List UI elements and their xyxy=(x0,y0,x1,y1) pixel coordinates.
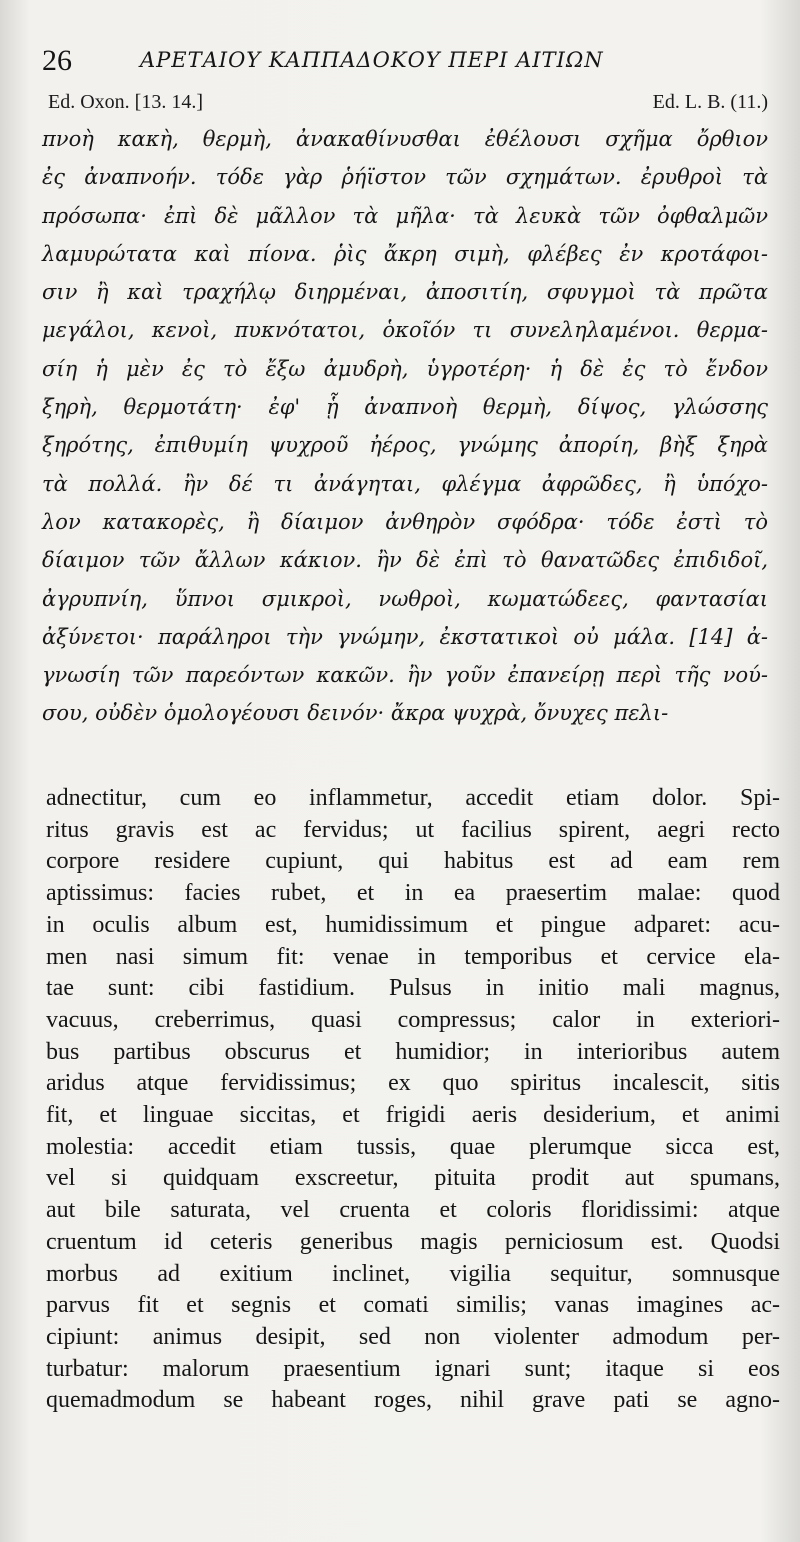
greek-line: ξηρότης, ἐπιθυμίη ψυχροῦ ἠέρος, γνώμης ἀπορίη, βὴξ ξηρὰ xyxy=(42,433,768,458)
greek-text-block xyxy=(42,120,768,733)
latin-line: turbatur: malorum praesentium ignari sunt; itaque si eos xyxy=(46,1355,780,1382)
latin-line: tae sunt: cibi fastidium. Pulsus in initio mali magnus, xyxy=(46,975,780,1002)
edition-reference-line xyxy=(48,88,768,120)
latin-line: vacuus, creberrimus, quasi compressus; calor in exteriori- xyxy=(46,1006,780,1033)
greek-line: τὰ πολλά. ἢν δέ τι ἀνάγηται, φλέγμα ἀφρῶδες, ἢ ὑπόχο- xyxy=(42,471,768,496)
latin-line: corpore residere cupiunt, qui habitus est ad eam rem xyxy=(46,848,780,875)
latin-line: cipiunt: animus desipit, sed non violenter admodum per- xyxy=(46,1323,780,1350)
greek-line: ἀγρυπνίη, ὕπνοι σμικροὶ, νωθροὶ, κωματώδεες, φαντασίαι xyxy=(42,586,768,611)
latin-text-block xyxy=(46,783,780,1417)
page-number: 26 xyxy=(42,44,72,77)
latin-line: molestia: accedit etiam tussis, quae plerumque sicca est, xyxy=(46,1133,780,1160)
greek-line: λαμυρώτατα καὶ πίονα. ῥὶς ἄκρη σιμὴ, φλέβες ἐν κροτάφοι- xyxy=(42,241,768,266)
greek-line: πρόσωπα· ἐπὶ δὲ μᾶλλον τὰ μῆλα· τὰ λευκὰ τῶν ὀφθαλμῶν xyxy=(42,203,768,228)
greek-line: λον κατακορὲς, ἢ δίαιμον ἀνθηρὸν σφόδρα· τόδε ἐστὶ τὸ xyxy=(42,509,768,534)
show-through-text xyxy=(48,728,768,758)
greek-line: μεγάλοι, κενοὶ, πυκνότατοι, ὁκοῖόν τι συνεληλαμένοι. θερμα- xyxy=(42,318,768,343)
latin-line: aptissimus: facies rubet, et in ea praesertim malae: quod xyxy=(46,880,780,907)
latin-line: aridus atque fervidissimus; ex quo spiritus incalescit, sitis xyxy=(46,1070,780,1097)
page-header xyxy=(42,42,762,84)
running-head: ΑΡΕΤΑΙΟΥ ΚΑΠΠΑΔΟΚΟΥ ΠΕΡΙ ΑΙΤΙΩΝ xyxy=(140,48,604,72)
latin-line: fit, et linguae siccitas, et frigidi aeris desiderium, et animi xyxy=(46,1102,780,1129)
greek-line: δίαιμον τῶν ἄλλων κάκιον. ἢν δὲ ἐπὶ τὸ θανατῶδες ἐπιδιδοῖ, xyxy=(42,548,768,573)
greek-line: ἐς ἀναπνοήν. τόδε γὰρ ῥήϊστον τῶν σχημάτων. ἐρυθροὶ τὰ xyxy=(42,165,768,190)
latin-line: in oculis album est, humidissimum et pingue adparet: acu- xyxy=(46,911,780,938)
greek-line: σίη ἡ μὲν ἐς τὸ ἔξω ἀμυδρὴ, ὑγροτέρη· ἡ δὲ ἐς τὸ ἔνδον xyxy=(42,356,768,381)
greek-line: ἀξύνετοι· παράληροι τὴν γνώμην, ἐκστατικοὶ οὐ μάλα. [14] ἀ- xyxy=(42,624,768,649)
latin-line: parvus fit et segnis et comati similis; vanas imagines ac- xyxy=(46,1292,780,1319)
latin-line: quemadmodum se habeant roges, nihil grave pati se agno- xyxy=(46,1387,780,1414)
edition-reference-right: Ed. L. B. (11.) xyxy=(652,91,768,113)
latin-line: bus partibus obscurus et humidior; in interioribus autem xyxy=(46,1038,780,1065)
latin-line: morbus ad exitium inclinet, vigilia sequitur, somnusque xyxy=(46,1260,780,1287)
greek-line: σιν ἢ καὶ τραχήλῳ διηρμέναι, ἀποσιτίη, σφυγμοὶ τὰ πρῶτα xyxy=(42,280,768,305)
latin-line: ritus gravis est ac fervidus; ut facilius spirent, aegri recto xyxy=(46,816,780,843)
latin-line: adnectitur, cum eo inflammetur, accedit etiam dolor. Spi- xyxy=(46,785,780,811)
latin-line: aut bile saturata, vel cruenta et coloris floridissimi: atque xyxy=(46,1197,780,1224)
latin-line: cruentum id ceteris generibus magis perniciosum est. Quodsi xyxy=(46,1228,780,1255)
edition-reference-left: Ed. Oxon. [13. 14.] xyxy=(48,91,203,113)
greek-line: ξηρὴ, θερμοτάτη· ἐφ' ᾗ ἀναπνοὴ θερμὴ, δίψος, γλώσσης xyxy=(42,395,768,420)
greek-line: σου, οὐδὲν ὁμολογέουσι δεινόν· ἄκρα ψυχρὰ, ὄνυχες πελι- xyxy=(42,701,669,726)
latin-line: vel si quidquam exscreetur, pituita prodit aut spumans, xyxy=(46,1165,780,1192)
latin-line: men nasi simum fit: venae in temporibus et cervice ela- xyxy=(46,943,780,970)
greek-line: γνωσίη τῶν παρεόντων κακῶν. ἢν γοῦν ἐπανείρῃ περὶ τῆς νού- xyxy=(42,663,768,688)
greek-line: πνοὴ κακὴ, θερμὴ, ἀνακαθίνυσθαι ἐθέλουσι σχῆμα ὄρθιον xyxy=(42,127,768,151)
